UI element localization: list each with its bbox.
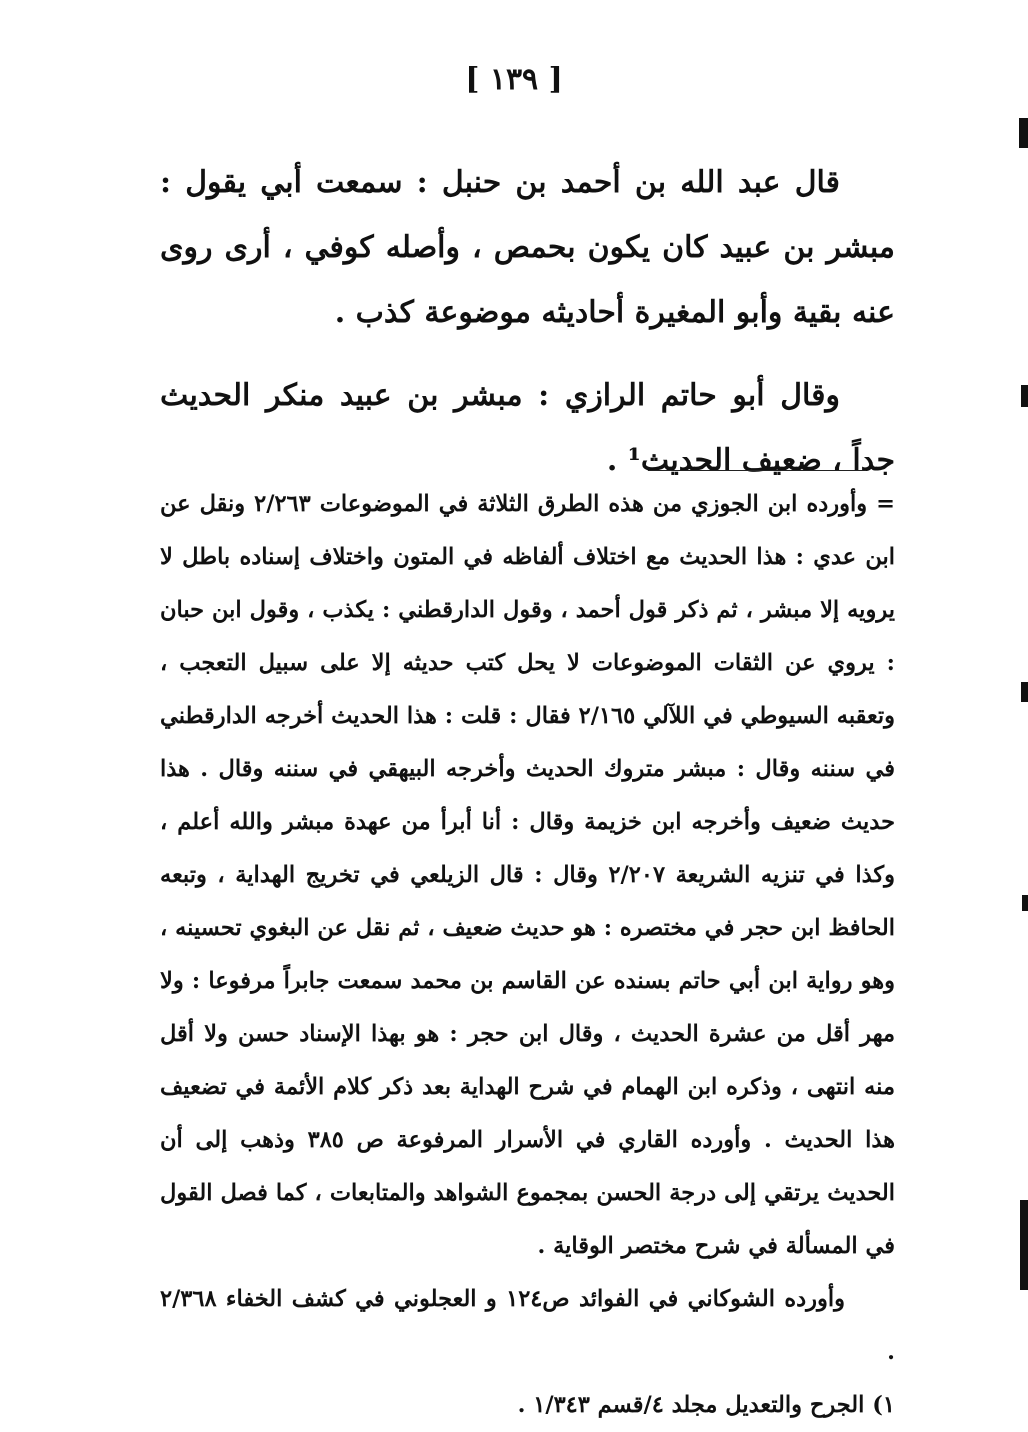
paragraph-abdullah-ibn-ahmad: قال عبد الله بن أحمد بن حنبل : سمعت أبي يقول : مبشر بن عبيد كان يكون بحمص ، وأصله كوفي ، أرى روى عنه بقية وأبو المغيرة أحاديثه موضوعة كذب . (160, 165, 895, 330)
main-text (160, 150, 895, 511)
footnote-addendum: وأورده الشوكاني في الفوائد ص١٢٤ و العجلوني في كشف الخفاء ٢/٣٦٨ . (160, 1286, 895, 1365)
scan-mark (1021, 682, 1028, 702)
footnote-separator (648, 470, 866, 471)
footnote-continuation: = وأورده ابن الجوزي من هذه الطرق الثلاثة في الموضوعات ٢/٢٦٣ ونقل عن ابن عدي : هذا الحديث مع اختلاف ألفاظه في المتون واختلاف إسناده باطل لا يرويه إلا مبشر ، ثم ذكر قول أحمد ، وقول الدارقطني : يكذب ، وقول ابن حبان : يروي عن الثقات الموضوعات لا يحل كتب حديثه إلا على سبيل التعجب ، وتعقبه السيوطي في اللآلي ٢/١٦٥ فقال : قلت : هذا الحديث أخرجه الدارقطني في سننه وقال : مبشر متروك الحديث وأخرجه البيهقي في سننه وقال . هذا حديث ضعيف وأخرجه ابن خزيمة وقال : أنا أبرأ من عهدة مبشر والله أعلم ، وكذا في تنزيه الشريعة ٢/٢٠٧ وقال : قال الزيلعي في تخريج الهداية ، وتبعه الحافظ ابن حجر في مختصره : هو حديث ضعيف ، ثم نقل عن البغوي تحسينه ، وهو رواية ابن أبي حاتم بسنده عن القاسم بن محمد سمعت جابراً مرفوعا : ولا مهر أقل من عشرة الحديث ، وقال ابن حجر : هو بهذا الإسناد حسن ولا أقل منه انتهى ، وذكره ابن الهمام في شرح الهداية بعد ذكر كلام الأئمة في تضعيف هذا الحديث . وأورده القاري في الأسرار المرفوعة ص ٣٨٥ وذهب إلى أن الحديث يرتقي إلى درجة الحسن بمجموع الشواهد والمتابعات ، كما فصل القول في المسألة في شرح مختصر الوقاية . (160, 491, 896, 1259)
scan-mark (1022, 895, 1028, 911)
scan-mark (1021, 385, 1028, 407)
scan-mark (1020, 1200, 1028, 1290)
scan-mark (1019, 118, 1028, 148)
paragraph-abu-hatim: وقال أبو حاتم الرازي : مبشر بن عبيد منكر الحديث جداً ، ضعيف الحديث¹ . (160, 378, 895, 478)
footnotes (160, 478, 895, 1432)
footnote-1: ١) الجرح والتعديل مجلد ٤/قسم ١/٣٤٣ . (517, 1392, 895, 1418)
page-number: [ ١٣٩ ] (465, 62, 563, 97)
